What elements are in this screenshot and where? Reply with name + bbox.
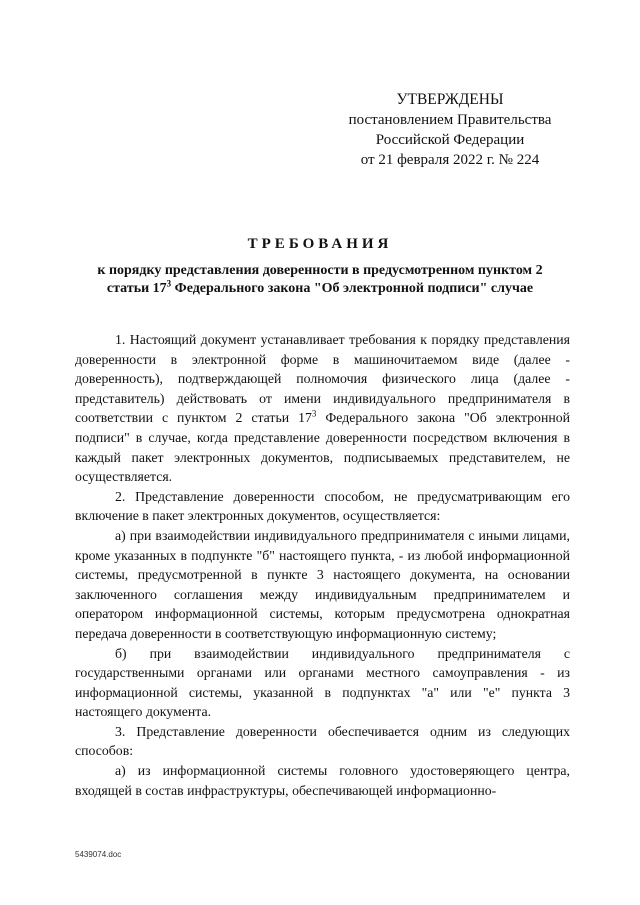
subtitle-line-1: к порядку представления доверенности в предусмотренном пунктом 2 <box>97 263 543 278</box>
document-title: ТРЕБОВАНИЯ <box>247 236 393 252</box>
approval-line-2: Российской Федерации <box>375 132 525 148</box>
paragraph-1 <box>75 330 570 487</box>
subtitle-line-2 <box>60 280 580 298</box>
paragraph-2b: б) при взаимодействии индивидуального предпринимателя с государственными органами или органами местного самоуправления - из информационной системы, указанной в подпунктах "а" или "е" пункта 3 настоящего документа. <box>75 645 570 720</box>
approval-stamp <box>330 90 570 170</box>
approval-title: УТВЕРЖДЕНЫ <box>396 91 504 108</box>
document-heading <box>60 234 580 298</box>
document-subtitle <box>60 262 580 298</box>
paragraph-2a: а) при взаимодействии индивидуального предпринимателя с иными лицами, кроме указанных в подпункте "б" настоящего пункта, - из любой информационной системы, предусмотренной в пункте 3 настоящего документа, на основании заключенного соглашения между индивидуальным предпринимателем и оператором информационной системы, которым предусмотрена однократная передача доверенности в соответствующую информационную систему; <box>75 527 570 641</box>
paragraph-1-post: Федерального закона "Об электронной подписи" в случае, когда представление доверенности посредством включения в каждый пакет электронных документов, подписываемых представителем, не осуществляется. <box>75 410 570 485</box>
paragraph-1-pre: 1. Настоящий документ устанавливает требования к порядку представления доверенности в электронной форме в машиночитаемом виде (далее - доверенность), подтверждающей полномочия физического лица (далее - представитель) действовать от имени индивидуального предпринимателя в соответствии с пунктом 2 статьи 17 <box>75 332 570 426</box>
paragraph-3: 3. Представление доверенности обеспечивается одним из следующих способов: <box>75 723 570 759</box>
subtitle-superscript: 3 <box>166 278 172 289</box>
subtitle-line-2-post: Федерального закона "Об электронной подписи" случае <box>171 281 534 296</box>
document-body <box>75 330 570 800</box>
paragraph-3a: а) из информационной системы головного удостоверяющего центра, входящей в состав инфраструктуры, обеспечивающей информационно- <box>75 763 570 798</box>
paragraph-2: 2. Представление доверенности способом, не предусматривающим его включение в пакет электронных документов, осуществляется: <box>75 488 570 524</box>
approval-line-3: от 21 февраля 2022 г. № 224 <box>360 152 540 168</box>
paragraph-1-superscript: 3 <box>311 408 317 419</box>
approval-line-1: постановлением Правительства <box>348 112 552 128</box>
document-file-id: 5439074.doc <box>75 850 122 859</box>
subtitle-line-2-pre: статьи 17 <box>106 281 167 296</box>
